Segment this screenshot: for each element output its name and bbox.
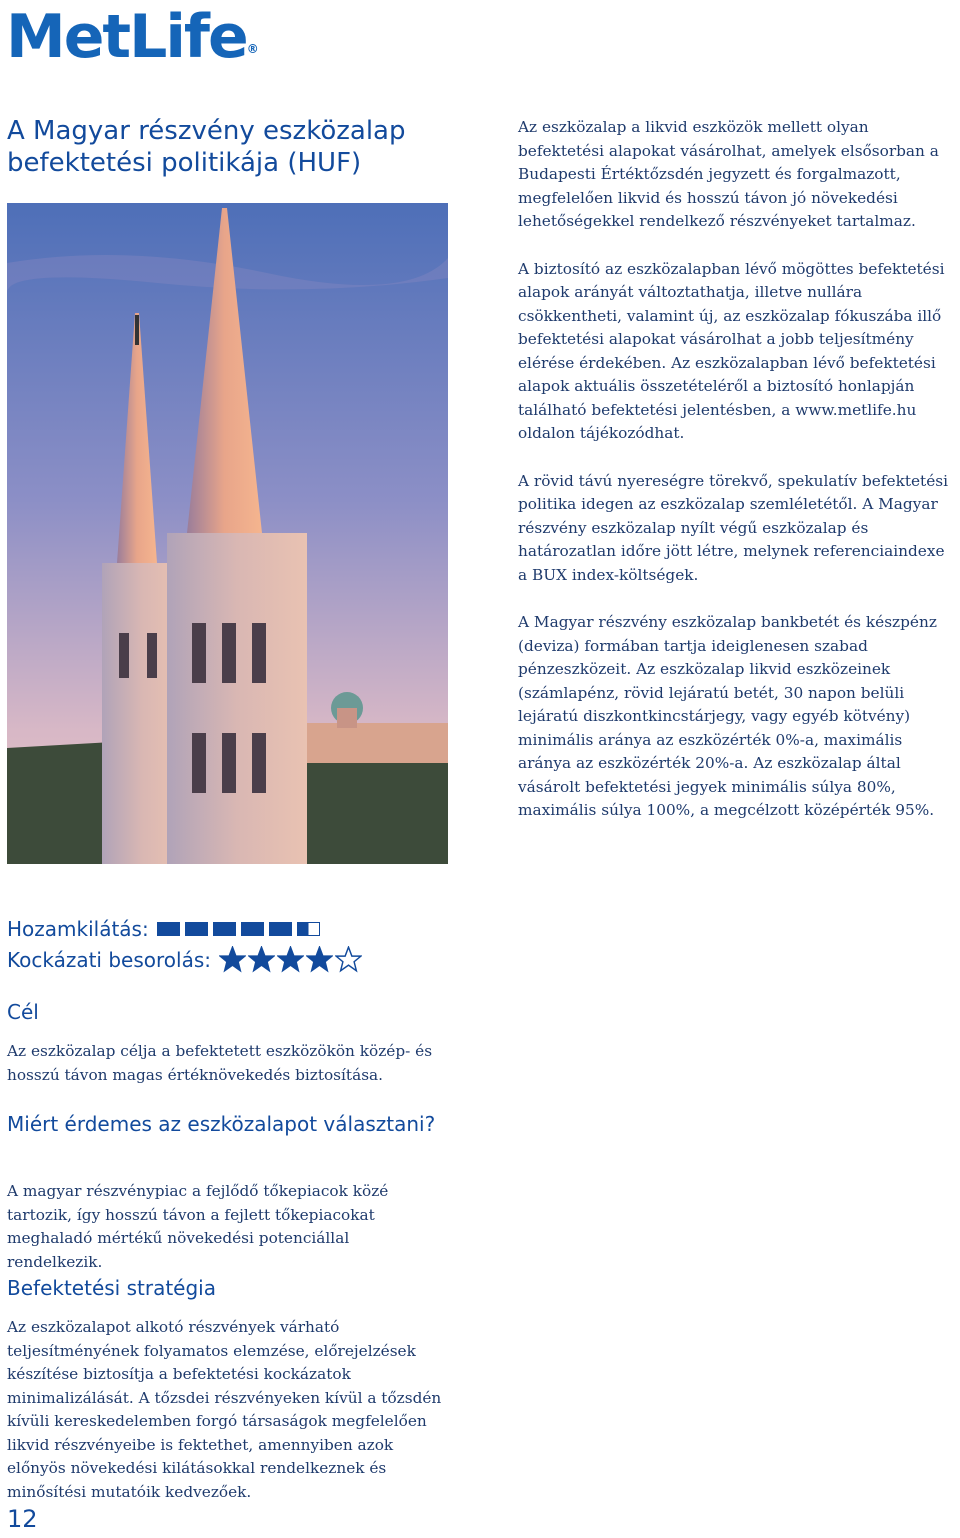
risk-stars — [219, 946, 362, 973]
goal-heading: Cél — [7, 1000, 39, 1024]
risk-label: Kockázati besorolás: — [7, 947, 211, 972]
yield-bar — [185, 922, 208, 936]
why-text: A magyar részvénypiac a fejlődő tőkepiacok közé tartozik, így hosszú távon a fejlett tőkepiacokat meghaladó mértékű növekedési potenciállal rendelkezik. — [7, 1182, 389, 1271]
yield-bar — [213, 922, 236, 936]
yield-bars — [157, 922, 320, 936]
yield-bar — [297, 922, 320, 936]
paragraph: A Magyar részvény eszközalap bankbetét és készpénz (deviza) formában tartja ideiglenesen szabad pénzeszközeit. Az eszközalap likvid eszközeinek (számlapénz, rövid lejáratú betét, 30 napon belüli lejáratú diszkontkincstárjegy, vagy egyéb kötvény) minimális aránya az eszközérték 0%-a, maximális aránya az eszközérték 20%-a. Az eszközalap által vásárolt befektetési jegyek minimális súlya 80%, maximális súlya 100%, a megcélzott középérték 95%. — [518, 613, 937, 819]
star-filled-icon — [219, 946, 246, 973]
star-empty-icon — [335, 946, 362, 973]
church-spires-photo — [7, 203, 448, 864]
paragraph: Az eszközalap a likvid eszközök mellett olyan befektetési alapokat vásárolhat, amelyek elsősorban a Budapesti Értéktőzsdén jegyzett és forgalmazott, megfelelően likvid és hosszú távon jó növekedési lehetőségekkel rendelkező részvényeket tartalmaz. — [518, 118, 939, 230]
star-filled-icon — [306, 946, 333, 973]
yield-bar — [241, 922, 264, 936]
risk-rating — [7, 946, 362, 973]
star-filled-icon — [277, 946, 304, 973]
policy-text-column — [518, 116, 948, 847]
brand-name: MetLife — [6, 2, 247, 72]
yield-label: Hozamkilátás: — [7, 917, 149, 941]
yield-rating — [7, 917, 320, 941]
page-number: 12 — [7, 1505, 38, 1533]
paragraph: A rövid távú nyereségre törekvő, spekulatív befektetési politika idegen az eszközalap szemléletétől. A Magyar részvény eszközalap nyílt végű eszközalap és határozatlan időre jött létre, melynek referenciaindexe a BUX index-költségek. — [518, 471, 948, 584]
goal-text: Az eszközalap célja a befektetett eszközökön közép- és hosszú távon magas értéknövekedés biztosítása. — [7, 1042, 433, 1084]
paragraph: A biztosító az eszközalapban lévő mögöttes befektetési alapok arányát változtathatja, illetve nullára csökkentheti, valamint új, az eszközalap fókuszába illő befektetési alapokat vásárolhat a jobb teljesítmény elérése érdekében. Az eszközalapban lévő befektetési alapok aktuális összetételéről a biztosító honlapján található befektetési jelentésben, a www.metlife.hu oldalon tájékozódhat. — [518, 259, 945, 442]
yield-bar — [157, 922, 180, 936]
metlife-logo — [6, 4, 259, 70]
star-filled-icon — [248, 946, 275, 973]
why-heading: Miért érdemes az eszközalapot választani? — [7, 1112, 436, 1136]
yield-bar — [269, 922, 292, 936]
page-title: A Magyar részvény eszközalap befektetési politikája (HUF) — [7, 116, 406, 178]
registered-mark: ® — [246, 42, 259, 56]
strategy-heading: Befektetési stratégia — [7, 1276, 216, 1300]
strategy-text: Az eszközalapot alkotó részvények várható teljesítményének folyamatos elemzése, előrejelzések készítése biztosítja a befektetési kockázatok minimalizálását. A tőzsdei részvényeken kívül a tőzsdén kívüli kereskedelemben forgó társaságok megfelelően likvid részvényeibe is fektethet, amennyiben azok előnyös növekedési kilátásokkal rendelkeznek és minősítési mutatóik kedvezőek. — [7, 1318, 442, 1501]
